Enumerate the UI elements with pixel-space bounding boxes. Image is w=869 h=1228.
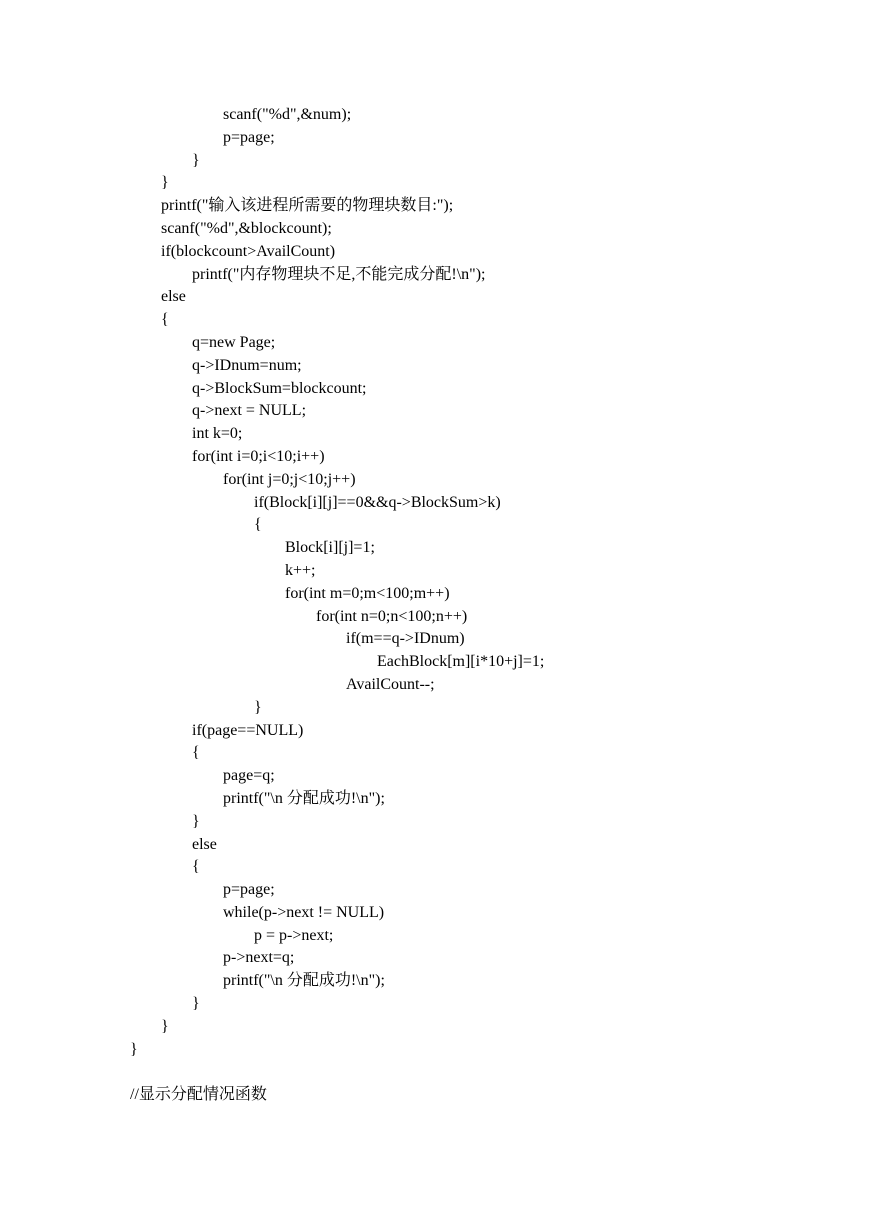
comment-line: //显示分配情况函数 <box>130 1086 267 1104</box>
code-line: p->next=q; <box>223 949 295 967</box>
code-line: } <box>192 995 200 1013</box>
code-line: if(page==NULL) <box>192 721 304 739</box>
code-line: { <box>254 516 262 534</box>
code-line: { <box>192 744 200 762</box>
code-line: q->next = NULL; <box>192 402 307 420</box>
code-line: page=q; <box>223 767 275 785</box>
code-line: if(m==q->IDnum) <box>346 630 465 648</box>
code-line: q->IDnum=num; <box>192 356 302 374</box>
code-line: k++; <box>285 561 316 579</box>
code-line: EachBlock[m][i*10+j]=1; <box>377 653 545 671</box>
code-line: } <box>254 698 262 716</box>
code-line: for(int i=0;i<10;i++) <box>192 447 325 465</box>
code-line: else <box>161 288 186 306</box>
code-line: for(int j=0;j<10;j++) <box>223 470 356 488</box>
code-line: } <box>192 812 200 830</box>
code-block <box>0 104 869 1107</box>
code-line: if(blockcount>AvailCount) <box>161 242 336 260</box>
code-line: { <box>161 311 169 329</box>
code-line: int k=0; <box>192 425 243 443</box>
code-line: while(p->next != NULL) <box>223 903 385 921</box>
code-line: q->BlockSum=blockcount; <box>192 379 367 397</box>
code-line: p=page; <box>223 881 275 899</box>
code-line: } <box>161 174 169 192</box>
code-line: scanf("%d",&num); <box>223 106 352 123</box>
code-line: printf("\n 分配成功!\n"); <box>223 789 385 807</box>
code-line: printf("内存物理块不足,不能完成分配!\n"); <box>192 265 486 283</box>
code-line: { <box>192 858 200 876</box>
code-line: p=page; <box>223 128 275 146</box>
code-line: } <box>130 1040 138 1058</box>
code-line: Block[i][j]=1; <box>285 539 375 557</box>
code-line: else <box>192 835 217 853</box>
code-line: if(Block[i][j]==0&&q->BlockSum>k) <box>254 493 501 511</box>
code-line: p = p->next; <box>254 926 334 944</box>
code-line: } <box>192 151 200 169</box>
code-line: } <box>161 1017 169 1035</box>
code-line: scanf("%d",&blockcount); <box>161 219 332 237</box>
code-line: printf("\n 分配成功!\n"); <box>223 972 385 990</box>
code-line: printf("输入该进程所需要的物理块数目:"); <box>161 197 454 215</box>
code-line: q=new Page; <box>192 333 276 351</box>
blank-line <box>0 1061 869 1084</box>
code-line: for(int m=0;m<100;m++) <box>285 584 450 602</box>
code-line: for(int n=0;n<100;n++) <box>316 607 468 625</box>
code-line: AvailCount--; <box>346 675 435 693</box>
